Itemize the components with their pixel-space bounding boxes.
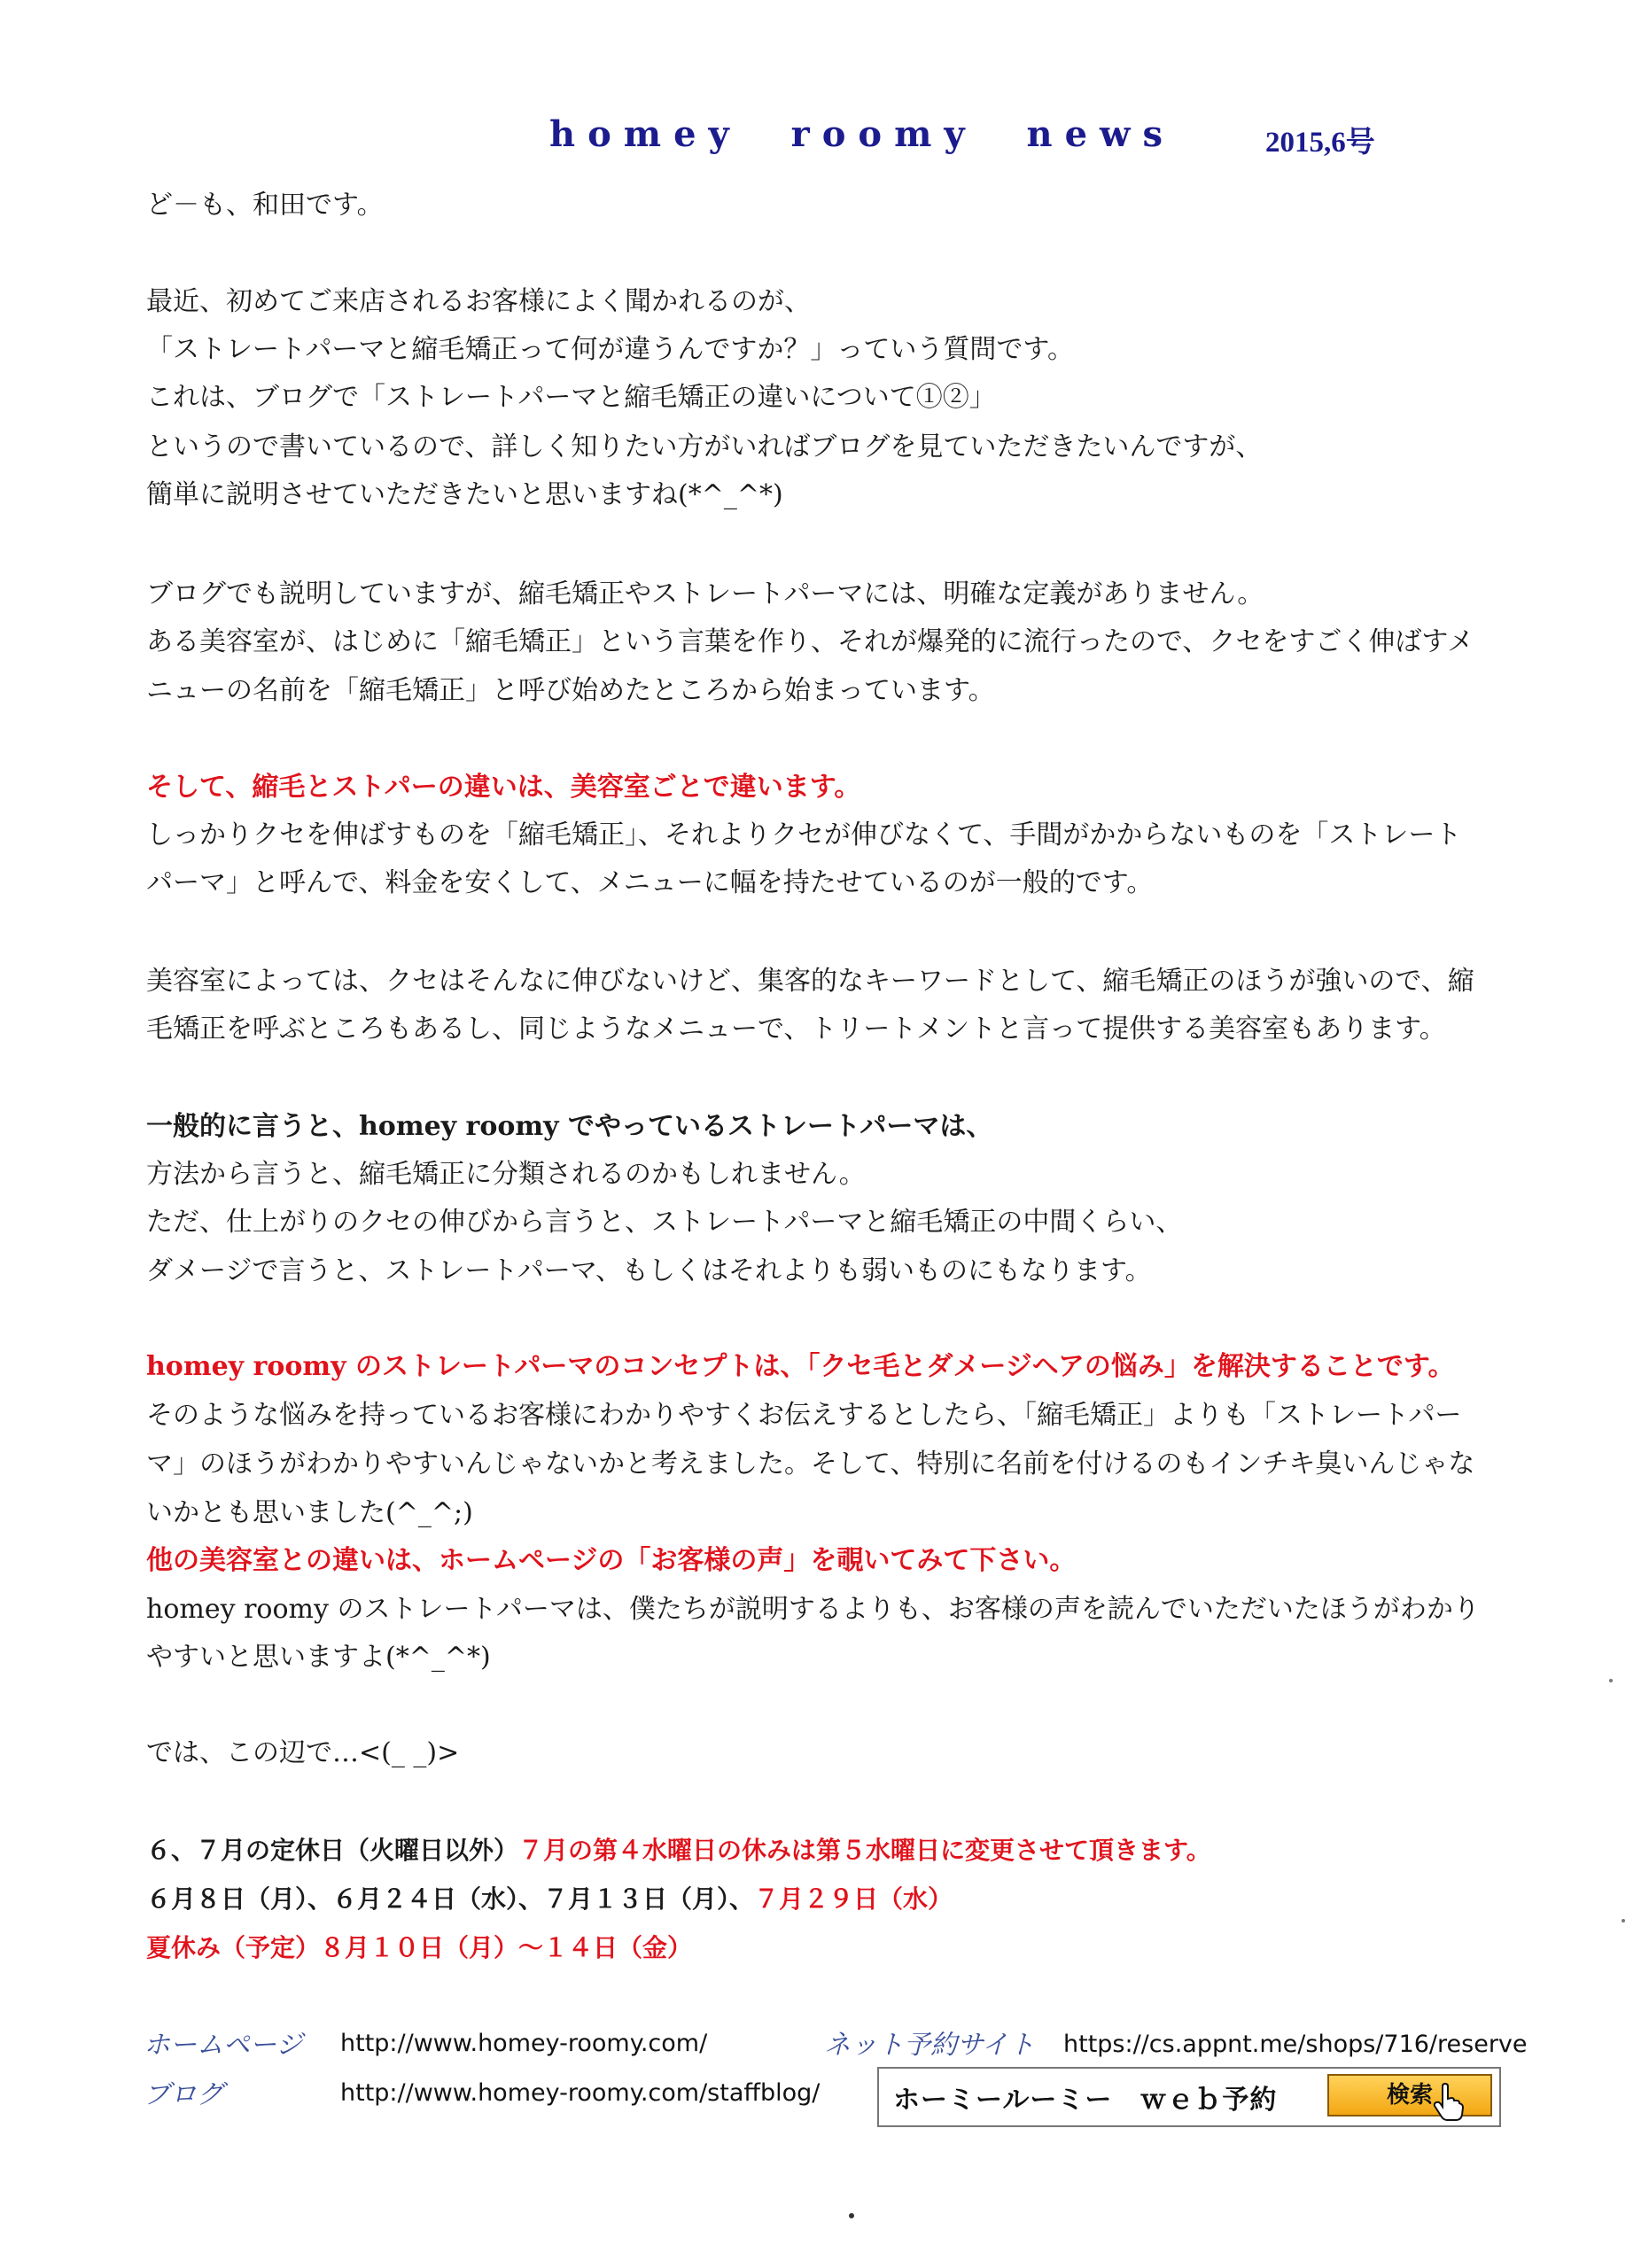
reserve-url[interactable]: https://cs.appnt.me/shops/716/reserve — [1063, 2031, 1528, 2058]
scan-speck — [1609, 1679, 1613, 1682]
bold-heading-line: 一般的に言うと、homey roomy でやっているストレートパーマは、 — [146, 1111, 993, 1142]
paragraph-line: ニューの名前を「縮毛矯正」と呼び始めたところから始まっています。 — [146, 675, 995, 706]
paragraph-line: やすいと思いますよ(*^_^*) — [146, 1642, 491, 1673]
red-heading-line: そして、縮毛とストパーの違いは、美容室ごとで違います。 — [146, 772, 861, 803]
search-button-label: 検索 — [1386, 2082, 1433, 2109]
reserve-label: ネット予約サイト — [824, 2030, 1035, 2061]
paragraph-line: 毛矯正を呼ぶところもあるし、同じようなメニューで、トリートメントと言って提供する美容室もあります。 — [146, 1014, 1446, 1045]
blog-url[interactable]: http://www.homey-roomy.com/staffblog/ — [340, 2079, 821, 2107]
closed-dates-line — [146, 1882, 953, 1917]
paragraph-line: マ」のほうがわかりやすいんじゃないかと考えました。そして、特別に名前を付けるのもインチキ臭いんじゃな — [146, 1449, 1475, 1480]
paragraph-line: これは、ブログで「ストレートパーマと縮毛矯正の違いについて①②」 — [146, 382, 996, 413]
summer-holiday-line: 夏休み（予定）８月１０日（月）～１４日（金） — [146, 1933, 693, 1962]
closed-date-red: ７月２９日（水） — [754, 1884, 953, 1914]
paragraph-line: というので書いているので、詳しく知りたい方がいればブログを見ていただきたいんですが、 — [146, 431, 1263, 462]
red-heading-line: 他の美容室との違いは、ホームページの「お客様の声」を覗いてみて下さい。 — [146, 1545, 1077, 1576]
paragraph-line: 簡単に説明させていただきたいと思いますね(*^_^*) — [146, 479, 783, 510]
issue-number: 2015,6号 — [1265, 127, 1375, 159]
blog-label: ブログ — [144, 2079, 223, 2110]
paragraph-line: 美容室によっては、クセはそんなに伸びないけど、集客的なキーワードとして、縮毛矯正のほうが強いので、縮 — [146, 966, 1474, 997]
paragraph-line: homey roomy のストレートパーマは、僕たちが説明するよりも、お客様の声を読んでいただいたほうがわかり — [146, 1594, 1480, 1625]
closed-days-notice: ７月の第４水曜日の休みは第５水曜日に変更させて頂きます。 — [518, 1836, 1211, 1865]
search-button[interactable] — [1327, 2074, 1492, 2117]
paragraph-line: パーマ」と呼んで、料金を安くして、メニューに幅を持たせているのが一般的です。 — [146, 867, 1154, 898]
paragraph-line: そのような悩みを持っているお客様にわかりやすくお伝えするとしたら、「縮毛矯正」よりも「ストレートパー — [146, 1400, 1462, 1431]
paragraph-line: ブログでも説明していますが、縮毛矯正やストレートパーマには、明確な定義がありません。 — [146, 579, 1264, 610]
red-heading-line: homey roomy のストレートパーマのコンセプトは、「クセ毛とダメージヘアの悩み」を解決することです。 — [146, 1351, 1455, 1382]
paragraph-line: 方法から言うと、縮毛矯正に分類されるのかもしれません。 — [146, 1159, 866, 1190]
search-input-text[interactable]: ホーミールーミー ｗｅｂ予約 — [893, 2085, 1278, 2116]
homepage-url[interactable]: http://www.homey-roomy.com/ — [340, 2030, 708, 2057]
paragraph-line: ただ、仕上がりのクセの伸びから言うと、ストレートパーマと縮毛矯正の中間くらい、 — [146, 1207, 1183, 1238]
scan-speck — [1622, 1919, 1625, 1922]
closed-days-line — [146, 1833, 1211, 1868]
paragraph-line: 「ストレートパーマと縮毛矯正って何が違うんですか？」っていう質問です。 — [146, 334, 1074, 365]
closed-dates: ６月８日（月）、６月２４日（水）、７月１３日（月）、 — [146, 1884, 755, 1914]
closed-days-heading: ６、７月の定休日（火曜日以外） — [146, 1836, 519, 1865]
search-box[interactable] — [877, 2067, 1501, 2127]
newsletter-title: homey roomy news — [549, 113, 1175, 155]
paragraph-line: いかとも思いました(^_^;) — [146, 1497, 473, 1528]
homepage-label: ホームページ — [144, 2030, 303, 2061]
hand-cursor-icon — [1432, 2083, 1464, 2122]
paragraph-line: ある美容室が、はじめに「縮毛矯正」という言葉を作り、それが爆発的に流行ったので、クセをすごく伸ばすメ — [146, 626, 1474, 657]
paragraph-line: 最近、初めてご来店されるお客様によく聞かれるのが、 — [146, 286, 811, 317]
closing-line: では、この辺で…<(_ _)> — [146, 1737, 460, 1768]
paragraph-line: ダメージで言うと、ストレートパーマ、もしくはそれよりも弱いものにもなります。 — [146, 1255, 1152, 1286]
paragraph-line: ど－も、和田です。 — [146, 190, 384, 221]
paragraph-line: しっかりクセを伸ばすものを「縮毛矯正」、それよりクセが伸びなくて、手間がかからないものを「ストレート — [146, 819, 1462, 850]
scan-speck — [849, 2213, 854, 2218]
